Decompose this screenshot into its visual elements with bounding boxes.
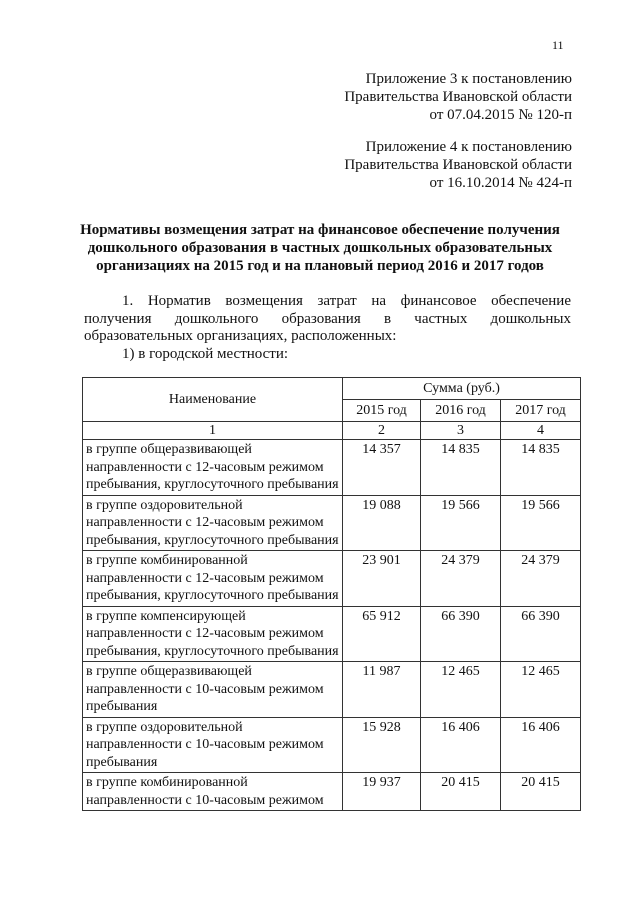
table-row <box>83 551 581 607</box>
appendix-note-3 <box>344 70 572 124</box>
value-2016: 19 566 <box>421 495 501 551</box>
appendix-note-4 <box>344 138 572 192</box>
value-2015: 65 912 <box>343 606 421 662</box>
value-2016: 16 406 <box>421 717 501 773</box>
row-name: в группе оздоровительной направленности с 12-часовым режимом пребывания, круглосуточного пребывания <box>83 495 343 551</box>
value-2017: 12 465 <box>501 662 581 718</box>
paragraph-line: получения дошкольного образования в частных дошкольных <box>84 310 571 327</box>
row-name: в группе комбинированной направленности с 12-часовым режимом пребывания, круглосуточного пребывания <box>83 551 343 607</box>
value-2016: 14 835 <box>421 440 501 496</box>
column-number: 4 <box>501 422 581 440</box>
value-2015: 19 088 <box>343 495 421 551</box>
header-year: 2015 год <box>343 400 421 422</box>
appendix-line: Правительства Ивановской области <box>344 89 572 105</box>
appendix-line: Приложение 4 к постановлению <box>365 139 572 155</box>
appendix-line: от 07.04.2015 № 120-п <box>429 107 572 123</box>
value-2016: 24 379 <box>421 551 501 607</box>
row-name: в группе общеразвивающей направленности с 10-часовым режимом пребывания <box>83 662 343 718</box>
table-row <box>83 662 581 718</box>
value-2017: 66 390 <box>501 606 581 662</box>
value-2017: 16 406 <box>501 717 581 773</box>
row-name: в группе компенсирующей направленности с 12-часовым режимом пребывания, круглосуточного пребывания <box>83 606 343 662</box>
column-number-row <box>83 422 581 440</box>
value-2017: 19 566 <box>501 495 581 551</box>
value-2015: 19 937 <box>343 773 421 811</box>
appendix-line: от 16.10.2014 № 424-п <box>429 175 572 191</box>
value-2016: 12 465 <box>421 662 501 718</box>
appendix-line: Приложение 3 к постановлению <box>365 71 572 87</box>
value-2017: 24 379 <box>501 551 581 607</box>
column-number: 1 <box>83 422 343 440</box>
value-2015: 14 357 <box>343 440 421 496</box>
row-name: в группе общеразвивающей направленности с 12-часовым режимом пребывания, круглосуточного пребывания <box>83 440 343 496</box>
table-row <box>83 773 581 811</box>
column-number: 2 <box>343 422 421 440</box>
title-line: организациях на 2015 год и на плановый период 2016 и 2017 годов <box>96 258 544 274</box>
table-row <box>83 495 581 551</box>
column-number: 3 <box>421 422 501 440</box>
document-title <box>70 221 570 275</box>
page-number: 11 <box>552 38 564 52</box>
value-2016: 20 415 <box>421 773 501 811</box>
value-2017: 14 835 <box>501 440 581 496</box>
title-line: дошкольного образования в частных дошкольных образовательных <box>87 240 553 256</box>
table-row <box>83 717 581 773</box>
cost-norms-table <box>82 377 581 811</box>
header-year: 2016 год <box>421 400 501 422</box>
paragraph-line: 1. Норматив возмещения затрат на финансовое обеспечение <box>122 293 571 309</box>
intro-paragraph <box>84 293 571 363</box>
value-2015: 23 901 <box>343 551 421 607</box>
paragraph-line: образовательных организациях, расположенных: <box>84 328 397 344</box>
value-2015: 15 928 <box>343 717 421 773</box>
paragraph-line: 1) в городской местности: <box>122 345 289 362</box>
value-2016: 66 390 <box>421 606 501 662</box>
row-name: в группе комбинированной направленности с 10-часовым режимом <box>83 773 343 811</box>
table-row <box>83 440 581 496</box>
header-name: Наименование <box>83 378 343 422</box>
appendix-line: Правительства Ивановской области <box>344 157 572 173</box>
value-2015: 11 987 <box>343 662 421 718</box>
table-row <box>83 606 581 662</box>
header-year: 2017 год <box>501 400 581 422</box>
row-name: в группе оздоровительной направленности с 10-часовым режимом пребывания <box>83 717 343 773</box>
value-2017: 20 415 <box>501 773 581 811</box>
title-line: Нормативы возмещения затрат на финансовое обеспечение получения <box>80 222 560 238</box>
header-sum: Сумма (руб.) <box>343 378 581 400</box>
